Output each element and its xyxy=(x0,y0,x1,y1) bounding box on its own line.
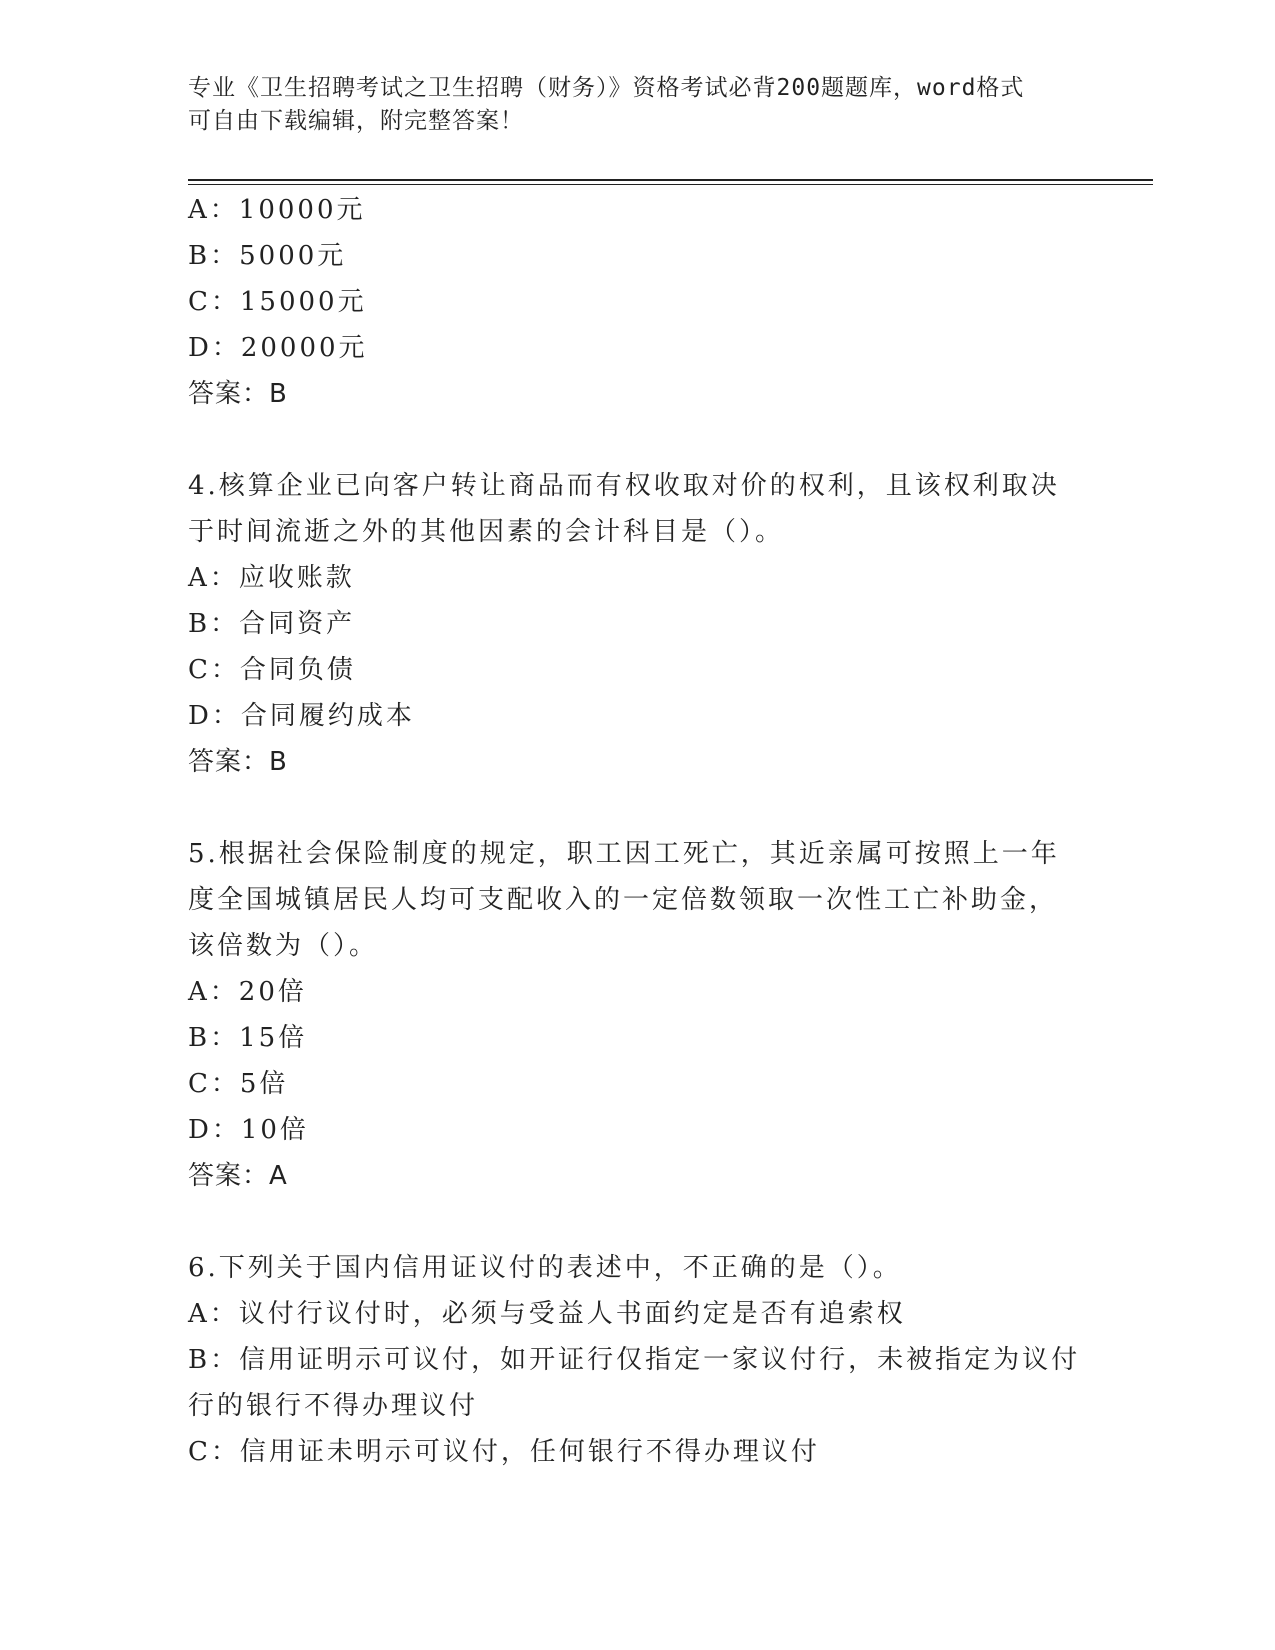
option-a: A：应收账款 xyxy=(188,563,355,593)
option-c: C：15000元 xyxy=(188,287,367,317)
option-b: B：合同资产 xyxy=(188,609,356,639)
question-stem-line: 4.核算企业已向客户转让商品而有权收取对价的权利，且该权利取决 xyxy=(188,471,1060,501)
option-d: D：合同履约成本 xyxy=(188,701,415,731)
question-stem-line: 5.根据社会保险制度的规定，职工因工死亡，其近亲属可按照上一年 xyxy=(188,839,1060,869)
question-4 xyxy=(188,463,1088,785)
option-c: C：信用证未明示可议付，任何银行不得办理议付 xyxy=(188,1437,820,1467)
question-3 xyxy=(188,187,1088,417)
spacer xyxy=(188,417,1088,463)
answer: 答案：A xyxy=(188,1161,288,1191)
option-a: A：10000元 xyxy=(188,195,366,225)
option-d: D：10倍 xyxy=(188,1115,309,1145)
question-list xyxy=(188,187,1088,1475)
option-b: B：信用证明示可议付，如开证行仅指定一家议付行，未被指定为议付 xyxy=(188,1345,1081,1375)
spacer xyxy=(188,785,1088,831)
option-b: B：15倍 xyxy=(188,1023,308,1053)
option-c: C：合同负债 xyxy=(188,655,356,685)
option-c: C：5倍 xyxy=(188,1069,289,1099)
spacer xyxy=(188,1199,1088,1245)
header-rule-thick xyxy=(188,179,1153,181)
question-stem-line: 于时间流逝之外的其他因素的会计科目是（）。 xyxy=(188,517,785,547)
question-stem-line: 度全国城镇居民人均可支配收入的一定倍数领取一次性工亡补助金， xyxy=(188,885,1059,915)
answer: 答案：B xyxy=(188,379,288,409)
question-stem-line: 该倍数为（）。 xyxy=(188,931,379,961)
question-stem-line: 6.下列关于国内信用证议付的表述中，不正确的是（）。 xyxy=(188,1253,902,1283)
header-line-2: 可自由下载编辑，附完整答案！ xyxy=(188,108,524,134)
option-b: B：5000元 xyxy=(188,241,347,271)
option-d: D：20000元 xyxy=(188,333,368,363)
option-b-continued: 行的银行不得办理议付 xyxy=(188,1391,479,1421)
answer: 答案：B xyxy=(188,747,288,777)
document-header xyxy=(188,72,1078,138)
header-rule-thin xyxy=(188,184,1153,185)
question-5 xyxy=(188,831,1088,1199)
question-6 xyxy=(188,1245,1088,1475)
option-a: A：议付行议付时，必须与受益人书面约定是否有追索权 xyxy=(188,1299,906,1329)
header-line-1: 专业《卫生招聘考试之卫生招聘（财务）》资格考试必背200题题库，word格式 xyxy=(188,75,1025,101)
option-a: A：20倍 xyxy=(188,977,307,1007)
